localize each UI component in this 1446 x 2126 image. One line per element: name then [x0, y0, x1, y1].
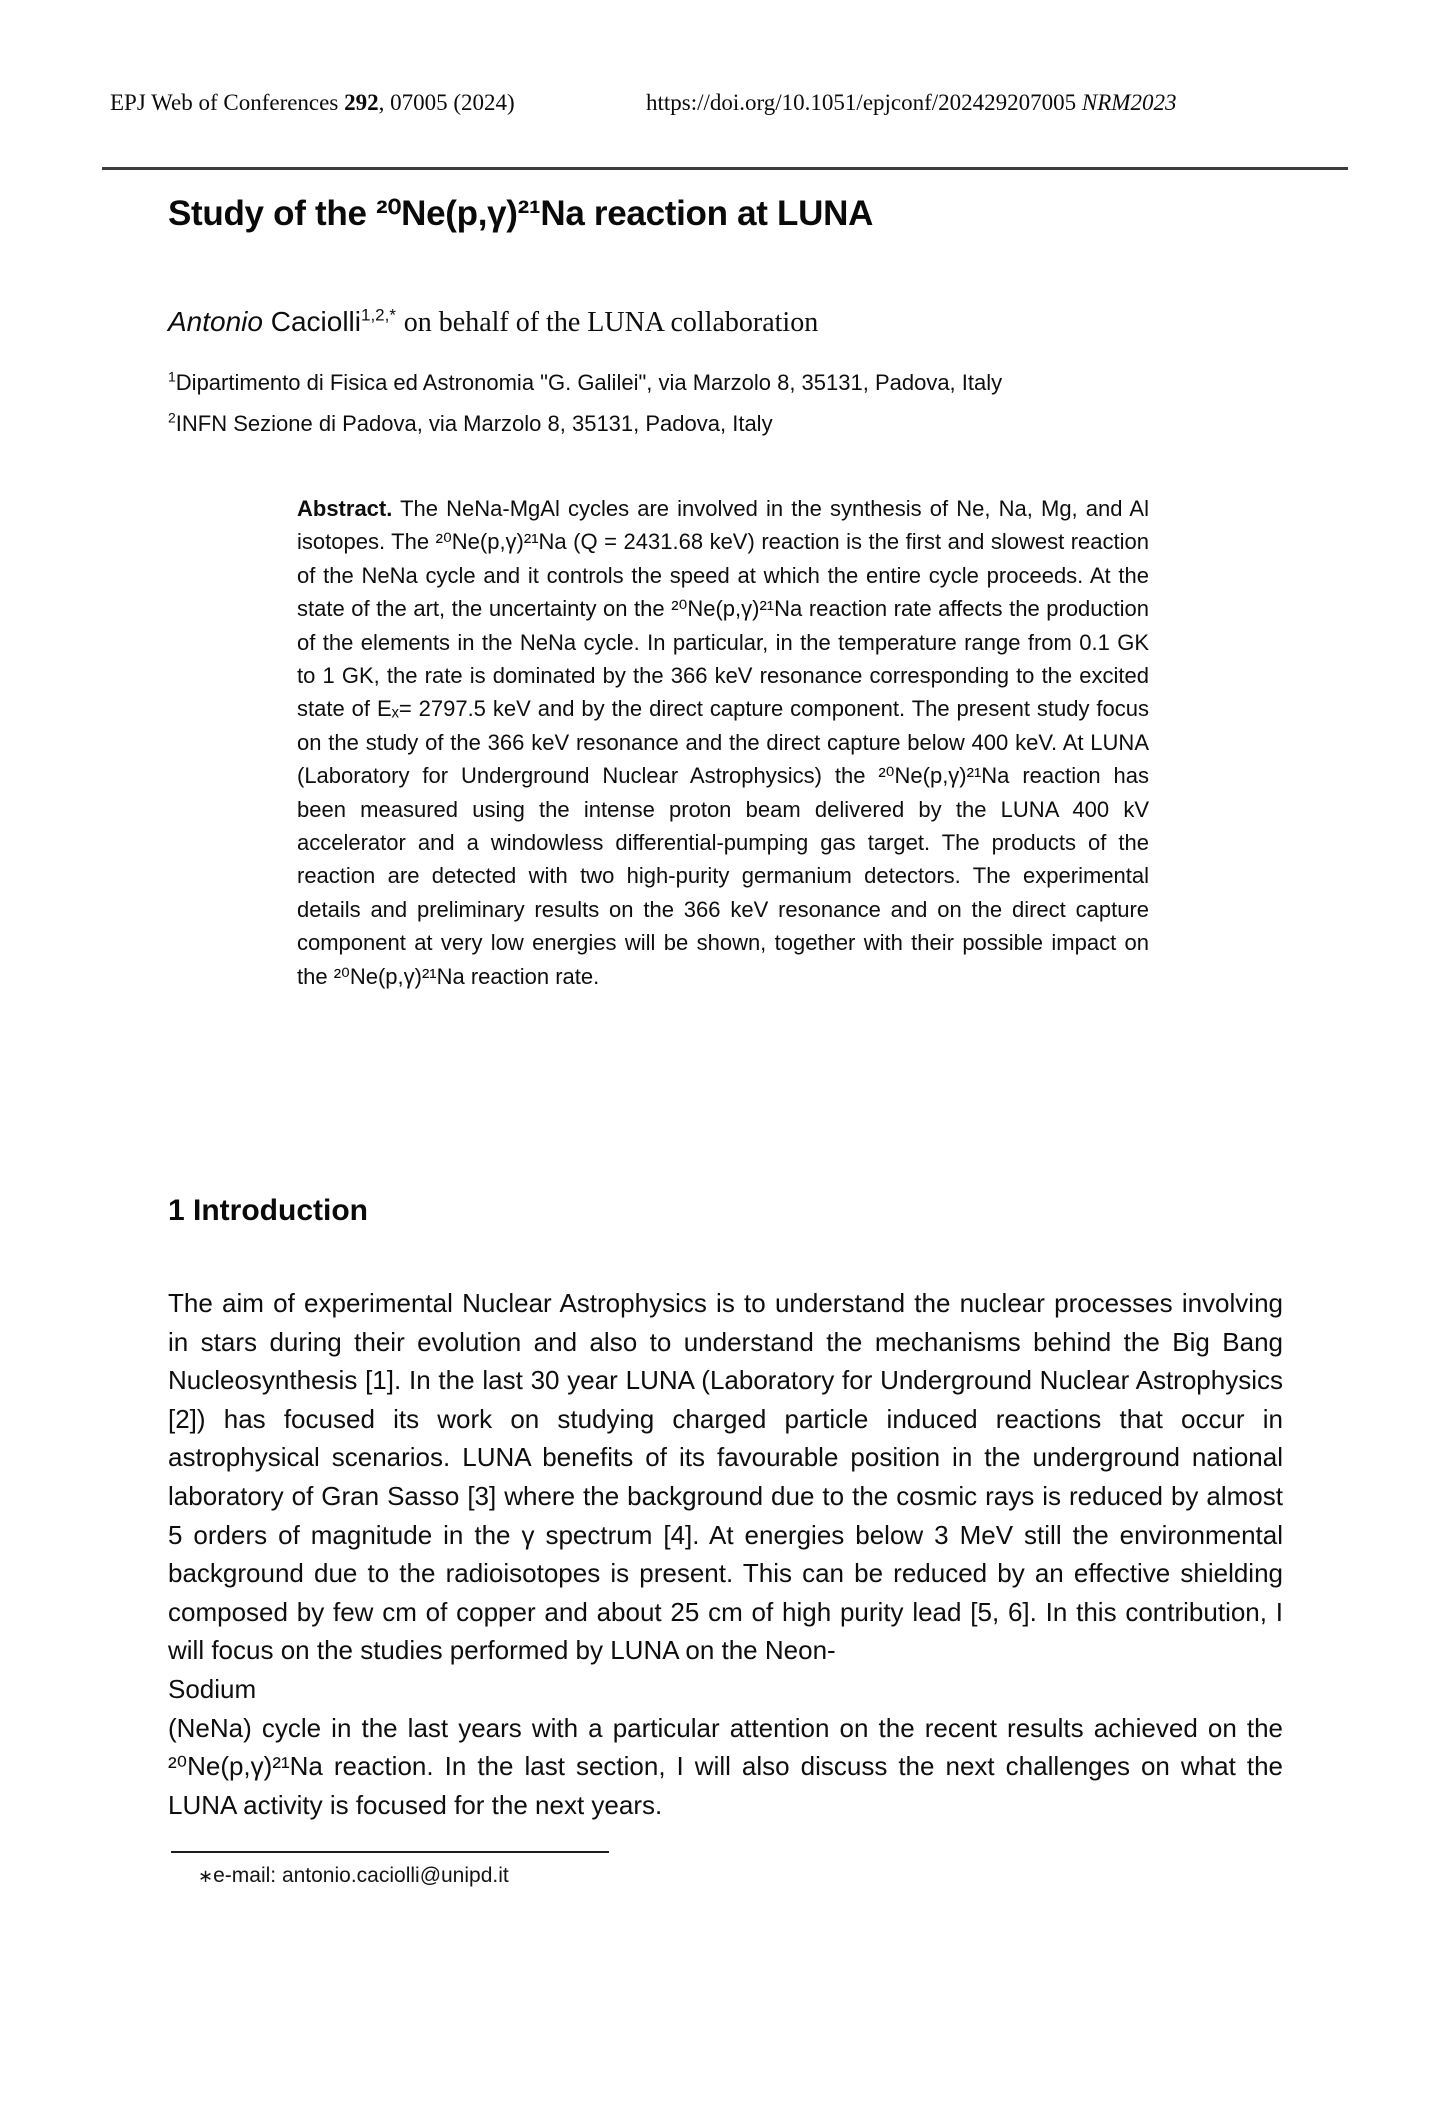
affiliation-2-text: INFN Sezione di Padova, via Marzolo 8, 35131, Padova, Italy — [175, 411, 773, 436]
paper-title: Study of the ²⁰Ne(p,γ)²¹Na reaction at LUNA — [168, 194, 874, 233]
footnote-marker: ∗ — [198, 1866, 214, 1886]
abstract-label: Abstract. — [297, 496, 393, 521]
conference-tag: NRM2023 — [1081, 90, 1177, 115]
doi-line — [646, 90, 1176, 116]
intro-paragraph-1-main: The aim of experimental Nuclear Astrophysics is to understand the nuclear processes involving in stars during their evolution and also to understand the mechanisms behind the Big Bang Nucleosynthesis [1]. In the last 30 year LUNA (Laboratory for Underground Nuclear Astrophysics [2]) has focused its work on studying charged particle induced reactions that occur in astrophysical scenarios. LUNA benefits of its favourable position in the underground national laboratory of Gran Sasso [3] where the background due to the cosmic rays is reduced by almost 5 orders of magnitude in the γ spectrum [4]. At energies below 3 MeV still the environmental background due to the radioisotopes is present. This can be reduced by an effective shielding composed by few cm of copper and about 25 cm of high purity lead [5, 6]. In this contribution, I will focus on the studies performed by LUNA on the Neon- — [168, 1288, 1283, 1666]
intro-paragraph-1 — [168, 1284, 1283, 1709]
journal-reference — [110, 90, 515, 116]
affiliations — [168, 362, 1002, 444]
author-line — [168, 306, 818, 339]
section-heading-introduction: 1 Introduction — [168, 1194, 368, 1227]
journal-name: EPJ Web of Conferences — [110, 90, 345, 115]
author-affiliation-marker: 1,2,* — [361, 305, 396, 325]
affiliation-2-marker: 2 — [168, 409, 176, 426]
footnote-divider — [171, 1851, 609, 1853]
footnote — [198, 1864, 509, 1888]
header-divider — [102, 167, 1348, 170]
author-byline: on behalf of the LUNA collaboration — [403, 307, 819, 338]
journal-volume: 292 — [344, 90, 379, 115]
introduction-body — [168, 1284, 1283, 1824]
intro-paragraph-2: (NeNa) cycle in the last years with a particular attention on the recent results achieved on the ²⁰Ne(p,γ)²¹Na reaction. In the last section, I will also discuss the next challenges on what the LUNA activity is focused for the next years. — [168, 1712, 1283, 1820]
doi-link[interactable]: https://doi.org/10.1051/epjconf/202429207005 — [646, 90, 1077, 115]
author-given-name: Antonio — [168, 306, 263, 337]
journal-issue: , 07005 (2024) — [378, 90, 515, 115]
affiliation-1 — [168, 362, 1002, 403]
abstract — [297, 492, 1149, 993]
abstract-text: The NeNa-MgAl cycles are involved in the synthesis of Ne, Na, Mg, and Al isotopes. The ²⁰Ne(p,γ)²¹Na (Q = 2431.68 keV) reaction is the first and slowest reaction of the NeNa cycle and it controls the speed at which the entire cycle proceeds. At the state of the art, the uncertainty on the ²⁰Ne(p,γ)²¹Na reaction rate affects the production of the elements in the NeNa cycle. In particular, in the temperature range from 0.1 GK to 1 GK, the rate is dominated by the 366 keV resonance corresponding to the excited state of Eₓ= 2797.5 keV and by the direct capture component. The present study focus on the study of the 366 keV resonance and the direct capture below 400 keV. At LUNA (Laboratory for Underground Nuclear Astrophysics) the ²⁰Ne(p,γ)²¹Na reaction has been measured using the intense proton beam delivered by the LUNA 400 kV accelerator and a windowless differential-pumping gas target. The products of the reaction are detected with two high-purity germanium detectors. The experimental details and preliminary results on the 366 keV resonance and on the direct capture component at very low energies will be shown, together with their possible impact on the ²⁰Ne(p,γ)²¹Na reaction rate. — [297, 496, 1149, 989]
affiliation-2 — [168, 403, 1002, 444]
intro-paragraph-1-tail: Sodium — [168, 1673, 257, 1704]
affiliation-1-text: Dipartimento di Fisica ed Astronomia "G. Galilei", via Marzolo 8, 35131, Padova, Italy — [175, 370, 1003, 395]
affiliation-1-marker: 1 — [168, 368, 176, 385]
footnote-email[interactable]: e-mail: antonio.caciolli@unipd.it — [213, 1864, 509, 1887]
author-family-name: Caciolli — [270, 306, 361, 337]
